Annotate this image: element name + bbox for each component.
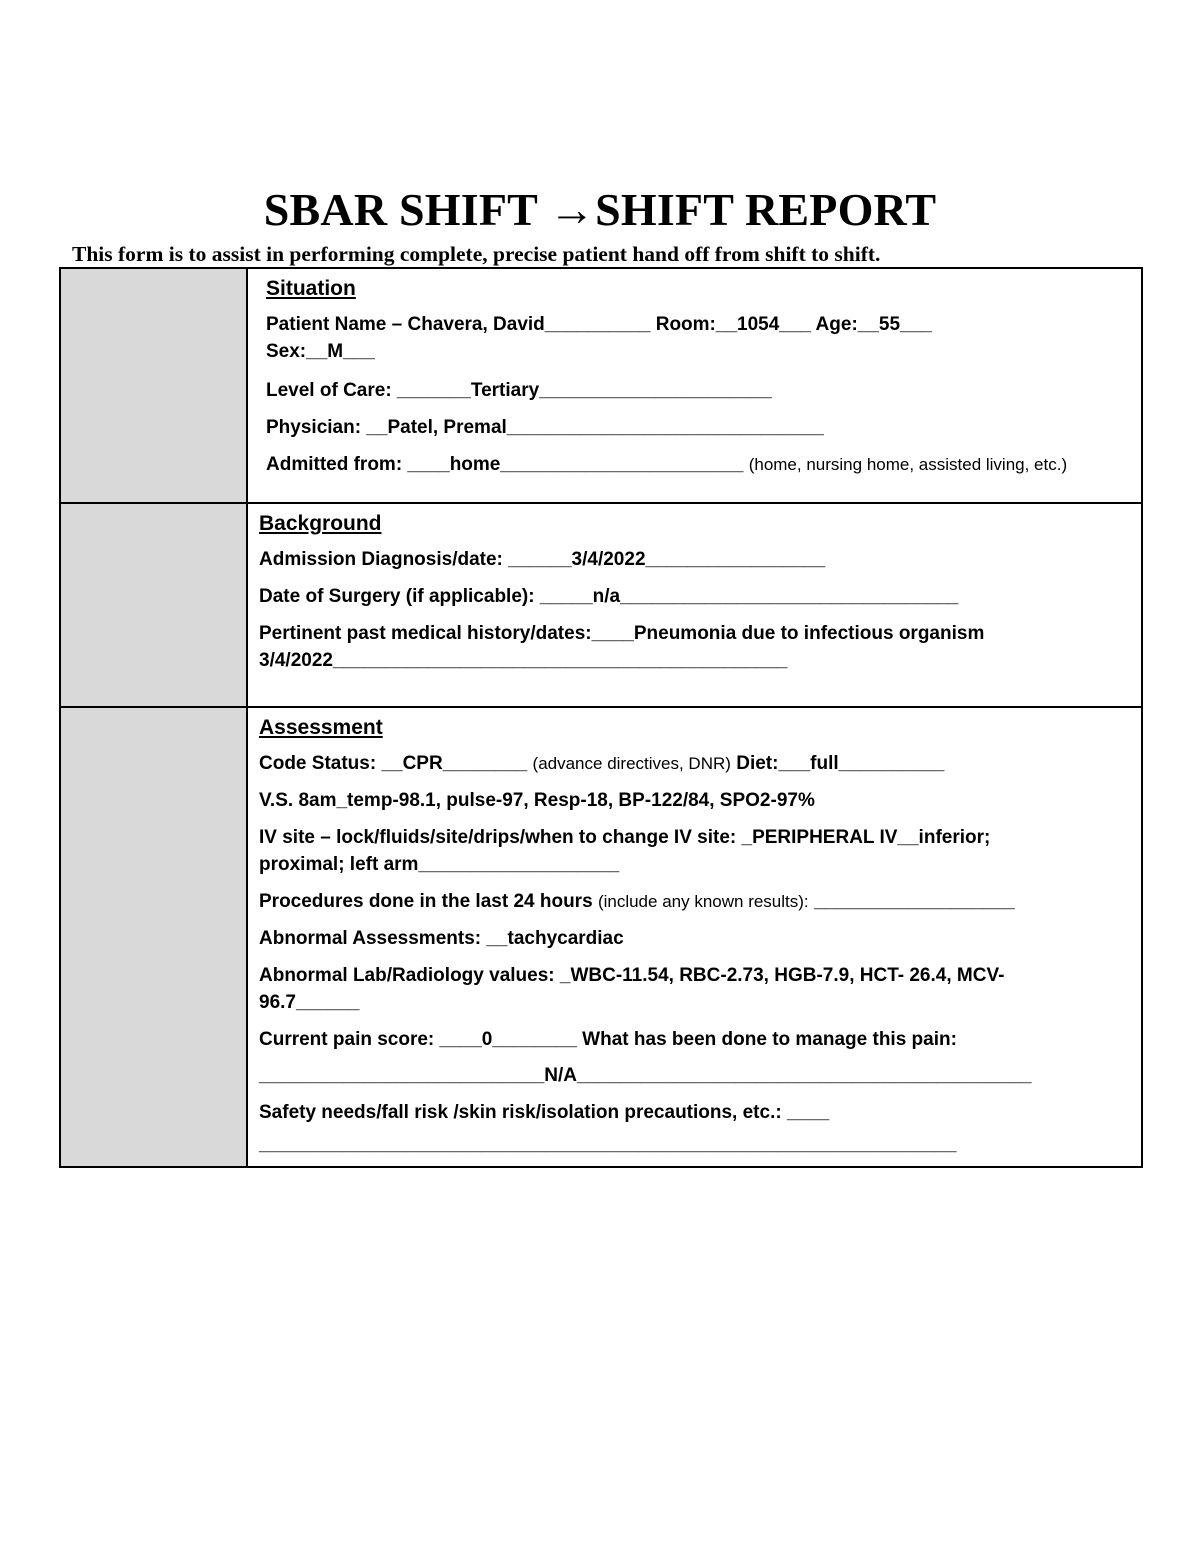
code-status-line: Code Status: __CPR________: [259, 753, 528, 774]
admitted-from-line: Admitted from: ____home_______________________: [266, 454, 744, 475]
safety-blank-line: __________________________________________________________________: [259, 1134, 957, 1155]
assessment-row: [60, 707, 1142, 1167]
page-title: SBAR SHIFT →SHIFT REPORT: [263, 184, 937, 235]
situation-content-cell: [247, 268, 1142, 503]
procedures-blank: ___________________: [813, 891, 1015, 912]
abnormal-assessments-line: Abnormal Assessments: __tachycardiac: [259, 928, 624, 949]
background-heading: Background: [259, 512, 382, 535]
past-history-line-1: Pertinent past medical history/dates:____Pneumonia due to infectious organism: [259, 623, 985, 644]
admitted-from-note: (home, nursing home, assisted living, etc.): [748, 455, 1068, 474]
diet-line: Diet:___full__________: [736, 753, 945, 774]
past-history-line-2: 3/4/2022___________________________________________: [259, 650, 788, 671]
vital-signs-line: V.S. 8am_temp-98.1, pulse-97, Resp-18, BP-122/84, SPO2-97%: [259, 790, 815, 811]
assessment-content-cell: [247, 707, 1142, 1167]
date-of-surgery-line: Date of Surgery (if applicable): _____n/a________________________________: [259, 586, 959, 607]
patient-line: Patient Name – Chavera, David__________ Room:__1054___ Age:__55___: [266, 314, 932, 335]
situation-heading: Situation: [266, 277, 356, 300]
sbar-table: [59, 267, 1143, 1168]
safety-needs-line: Safety needs/fall risk /skin risk/isolation precautions, etc.: ____: [259, 1102, 830, 1123]
background-content-cell: [247, 503, 1142, 707]
pain-score-line: Current pain score: ____0________ What has been done to manage this pain:: [259, 1029, 957, 1050]
procedures-label: Procedures done in the last 24 hours: [259, 891, 593, 912]
abnormal-labs-line-2: 96.7______: [259, 992, 360, 1013]
sex-line: Sex:__M___: [266, 341, 375, 362]
situation-row: [60, 268, 1142, 503]
page-subtitle: This form is to assist in performing complete, precise patient hand off from shift to shift.: [72, 242, 881, 266]
pain-management-line: ___________________________N/A___________________________________________: [259, 1065, 1032, 1086]
physician-line: Physician: __Patel, Premal______________________________: [266, 417, 824, 438]
assessment-heading: Assessment: [259, 716, 383, 739]
situation-side-cell: [60, 268, 247, 503]
iv-site-line-2: proximal; left arm___________________: [259, 854, 620, 875]
assessment-side-cell: [60, 707, 247, 1167]
code-status-note: (advance directives, DNR): [532, 754, 731, 773]
abnormal-labs-line-1: Abnormal Lab/Radiology values: _WBC-11.54, RBC-2.73, HGB-7.9, HCT- 26.4, MCV-: [259, 965, 1005, 986]
iv-site-line-1: IV site – lock/fluids/site/drips/when to change IV site: _PERIPHERAL IV__inferior;: [259, 827, 991, 848]
procedures-note: (include any known results):: [597, 892, 809, 911]
level-of-care-line: Level of Care: _______Tertiary______________________: [266, 380, 772, 401]
background-row: [60, 503, 1142, 707]
admission-diagnosis-line: Admission Diagnosis/date: ______3/4/2022_________________: [259, 549, 826, 570]
background-side-cell: [60, 503, 247, 707]
